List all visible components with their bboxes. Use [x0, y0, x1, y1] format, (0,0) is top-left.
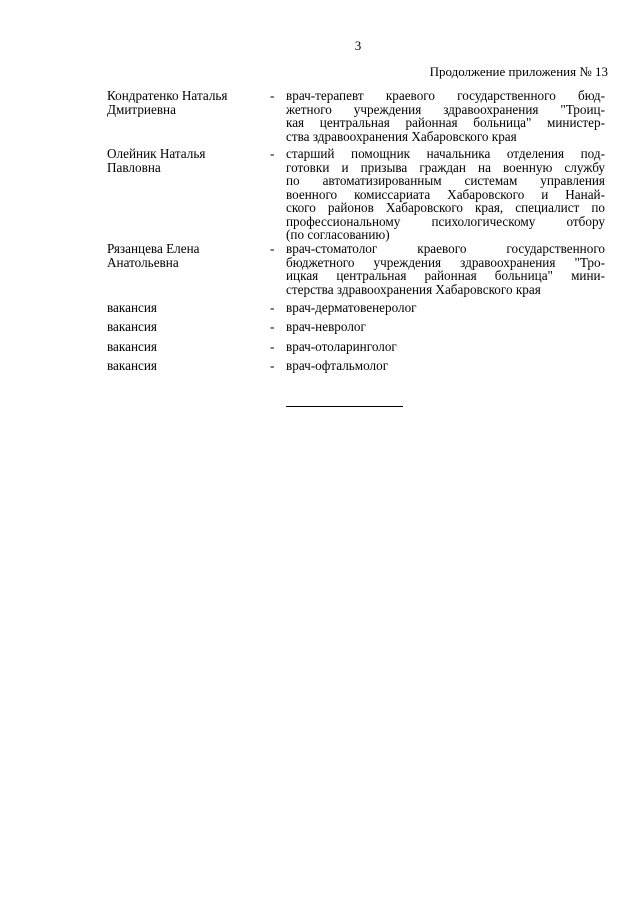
name-line: вакансия [107, 319, 158, 334]
dash-separator: - [270, 146, 275, 161]
end-divider-line [286, 406, 403, 407]
role-line: стерства здравоохранения Хабаровского края [286, 281, 541, 297]
role-line: ства здравоохранения Хабаровского края [286, 128, 517, 144]
role-line: военного комиссариата Хабаровского и Нанай- [286, 186, 605, 202]
position-description [286, 359, 605, 373]
dash-separator: - [270, 300, 275, 315]
role-line: старший помощник начальника отделения под- [286, 146, 605, 161]
name-line: вакансия [107, 300, 158, 315]
dash-separator: - [270, 319, 275, 334]
name-line: Анатольевна [107, 254, 179, 270]
role-line: врач-невролог [286, 319, 366, 334]
dash-separator: - [270, 241, 275, 256]
person-name [107, 301, 257, 315]
role-line: профессиональному психологическому отбору [286, 213, 605, 229]
person-name [107, 320, 257, 334]
role-line: врач-терапевт краевого государственного бюд- [286, 88, 605, 103]
role-line: врач-дерматовенеролог [286, 300, 417, 315]
position-description [286, 147, 605, 242]
name-line: вакансия [107, 358, 158, 373]
position-description [286, 340, 605, 354]
person-name [107, 147, 257, 174]
position-description [286, 320, 605, 334]
name-line: Кондратенко Наталья [107, 88, 228, 103]
name-line: Олейник Наталья [107, 146, 206, 161]
role-line: бюджетного учреждения здравоохранения "Тро- [286, 254, 605, 270]
appendix-continuation-label: Продолжение приложения № 13 [429, 64, 608, 79]
role-line: жетного учреждения здравоохранения "Троиц- [286, 101, 605, 117]
role-line: ского районов Хабаровского края, специалист по [286, 200, 605, 215]
role-line: ицкая центральная районная больница" мини- [286, 268, 605, 283]
role-line: (по согласованию) [286, 227, 390, 242]
role-line: врач-отоларинголог [286, 339, 397, 354]
page-number: 3 [354, 38, 362, 53]
dash-separator: - [270, 358, 275, 373]
role-line: кая центральная районная больница" министер- [286, 115, 605, 130]
role-line: врач-офтальмолог [286, 358, 389, 373]
role-line: врач-стоматолог краевого государственного [286, 241, 605, 256]
role-line: по автоматизированным системам управления [286, 173, 605, 188]
dash-separator: - [270, 88, 275, 103]
name-line: Павловна [107, 159, 161, 175]
dash-separator: - [270, 339, 275, 354]
name-line: вакансия [107, 339, 158, 354]
person-name [107, 242, 257, 269]
name-line: Рязанцева Елена [107, 241, 200, 256]
person-name [107, 340, 257, 354]
position-description [286, 89, 605, 143]
position-description [286, 242, 605, 296]
position-description [286, 301, 605, 315]
person-name [107, 89, 257, 116]
name-line: Дмитриевна [107, 101, 176, 117]
role-line: готовки и призыва граждан на военную службу [286, 159, 605, 175]
person-name [107, 359, 257, 373]
